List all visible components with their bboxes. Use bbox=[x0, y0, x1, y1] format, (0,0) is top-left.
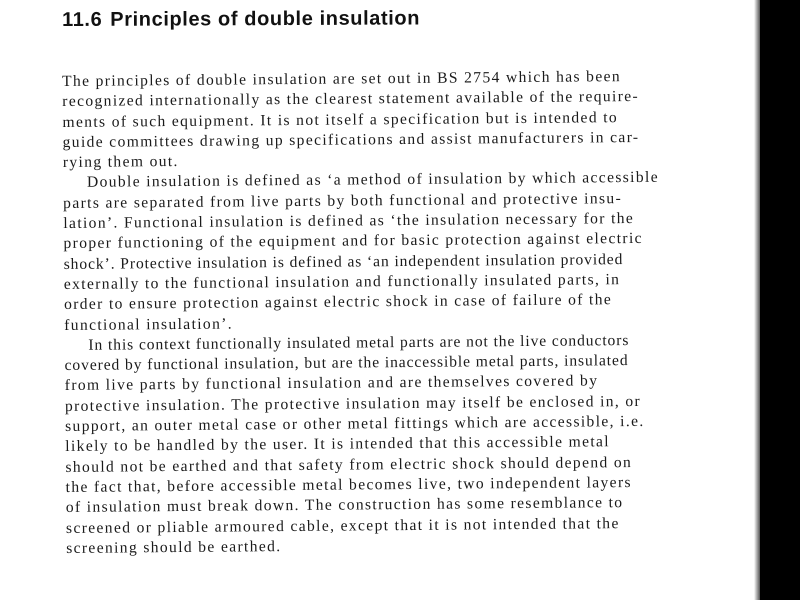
text-line: lation’. Functional insulation is defined as ‘the insulation necessary for the bbox=[63, 210, 635, 233]
paragraph-1 bbox=[62, 65, 762, 173]
body-text bbox=[62, 65, 762, 559]
section-number: 11.6 bbox=[62, 8, 103, 31]
text-line: guide committees drawing up specifications and assist manufacturers in car- bbox=[62, 128, 640, 151]
text-line: externally to the functional insulation and functionally insulated parts, in bbox=[63, 271, 621, 293]
text-line: rying them out. bbox=[62, 153, 179, 172]
text-line: The principles of double insulation are set out in BS 2754 which has been bbox=[62, 68, 622, 90]
text-line: recognized internationally as the clearest statement available of the require- bbox=[62, 88, 640, 111]
text-line: covered by functional insulation, but are the inaccessible metal parts, insulated bbox=[64, 352, 629, 375]
text-line: shock’. Protective insulation is defined as ‘an independent insulation provided bbox=[63, 250, 624, 273]
text-line: ments of such equipment. It is not itself a specification but is intended to bbox=[62, 108, 619, 131]
text-line: should not be earthed and that safety from electric shock should depend on bbox=[65, 453, 633, 476]
text-line: support, an outer metal case or other metal fittings which are accessible, i.e. bbox=[65, 412, 645, 436]
text-line: screening should be earthed. bbox=[66, 537, 282, 557]
section-title: Principles of double insulation bbox=[110, 7, 421, 31]
text-line: from live parts by functional insulation and are themselves covered by bbox=[64, 372, 599, 395]
text-line: protective insulation. The protective insulation may itself be enclosed in, or bbox=[64, 392, 642, 415]
text-line: the fact that, before accessible metal becomes live, two independent layers bbox=[65, 473, 632, 496]
paragraph-3 bbox=[64, 329, 762, 559]
text-line: screened or pliable armoured cable, except that it is not intended that the bbox=[65, 514, 620, 537]
text-line: proper functioning of the equipment and for basic protection against electric bbox=[63, 230, 643, 253]
scan-edge-shadow bbox=[760, 0, 800, 600]
text-line: likely to be handled by the user. It is intended that this accessible metal bbox=[65, 433, 611, 456]
paragraph-2 bbox=[63, 167, 762, 336]
text-line: of insulation must break down. The construction has some resemblance to bbox=[65, 494, 624, 517]
text-line: In this context functionally insulated metal parts are not the live conductors bbox=[88, 331, 630, 354]
text-line: order to ensure protection against electric shock in case of failure of the bbox=[63, 291, 613, 314]
text-line: functional insulation’. bbox=[64, 315, 234, 334]
text-line: Double insulation is defined as ‘a method of insulation by which accessible bbox=[86, 169, 660, 192]
section-heading bbox=[62, 7, 420, 32]
text-line: parts are separated from live parts by both functional and protective insu- bbox=[63, 189, 623, 212]
